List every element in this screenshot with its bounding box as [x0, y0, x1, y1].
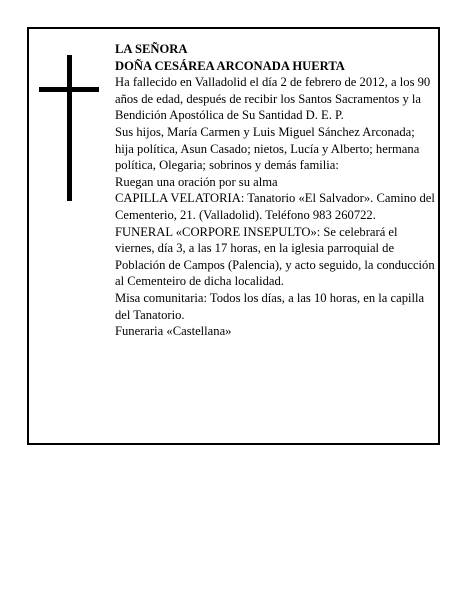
mass-info: Misa comunitaria: Todos los días, a las 10 horas, en la capilla del Tanatorio.	[115, 290, 425, 322]
funeral-home: Funeraria «Castellana»	[115, 324, 232, 339]
prayer-request: Ruegan una oración por su alma	[115, 174, 278, 189]
family-members: Sus hijos, María Carmen y Luis Miguel Sánchez Arconada; hija política, Asun Casado; nietos, Lucía y Alberto; hermana política, Olegaria; sobrinos y demás familia:	[115, 124, 420, 173]
obituary-notice	[27, 27, 440, 445]
notice-text	[115, 41, 435, 340]
chapel-info: CAPILLA VELATORIA: Tanatorio «El Salvador». Camino del Cementerio, 21. (Valladolid). Teléfono 983 260722.	[115, 191, 435, 222]
notice-title: LA SEÑORA	[115, 42, 188, 56]
latin-cross-icon	[39, 55, 99, 201]
cross-vertical-bar	[67, 55, 72, 201]
death-announcement: Ha fallecido en Valladolid el día 2 de febrero de 2012, a los 90 años de edad, después de recibir los Santos Sacramentos y la Bendición Apostólica de Su Santidad D. E. P.	[115, 75, 431, 123]
cross-horizontal-bar	[39, 87, 99, 92]
deceased-name: DOÑA CESÁREA ARCONADA HUERTA	[115, 58, 345, 73]
funeral-info: FUNERAL «CORPORE INSEPULTO»: Se celebrará el viernes, día 3, a las 17 horas, en la iglesia parroquial de Población de Campos (Palencia), y acto seguido, la conducción al Cementeiro de dicha localidad.	[115, 224, 435, 289]
